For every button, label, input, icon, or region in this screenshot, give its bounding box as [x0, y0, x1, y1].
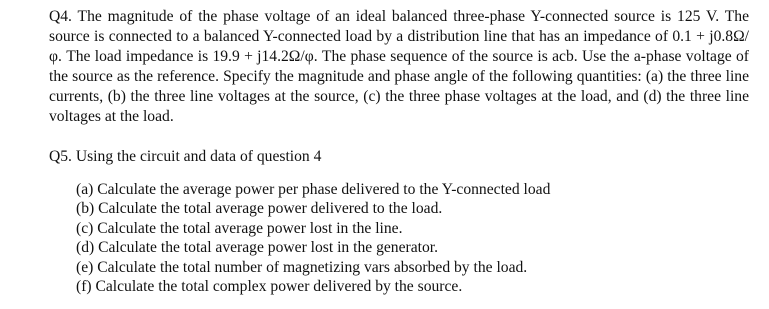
question-5-part-b: (b) Calculate the total average power delivered to the load. — [76, 200, 443, 218]
question-4-text: Q4. The magnitude of the phase voltage of an ideal balanced three-phase Y-connected source is 125 V. The source is connected to a balanced Y-connected load by a distribution line that has an impedance of 0.1 + j0.8Ω/φ. The load impedance is 19.9 + j14.2Ω/φ. The phase sequence of the source is acb. Use the a-phase voltage of the source as the reference. Specify the magnitude and phase angle of the following quantities: (a) the three line currents, (b) the three line voltages at the source, (c) the three phase voltages at the load, and (d) the three line voltages at the load. — [49, 8, 749, 125]
question-5-part-e: (e) Calculate the total number of magnetizing vars absorbed by the load. — [76, 258, 528, 276]
question-5-part-d: (d) Calculate the total average power lost in the generator. — [76, 239, 438, 257]
question-5-part-c: (c) Calculate the total average power lost in the line. — [76, 219, 403, 237]
question-5-parts-list — [76, 180, 550, 296]
question-5-part-a: (a) Calculate the average power per phase delivered to the Y-connected load — [76, 181, 551, 198]
question-5-part-f: (f) Calculate the total complex power delivered by the source. — [76, 278, 463, 296]
question-5-heading: Q5. Using the circuit and data of question 4 — [49, 148, 322, 165]
